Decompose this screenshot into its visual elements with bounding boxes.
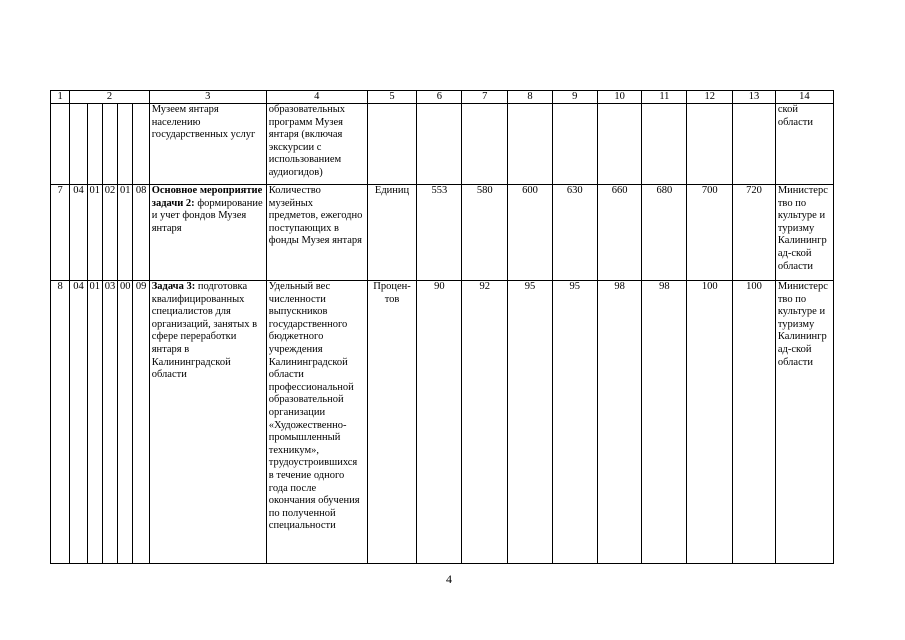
activity-name-rest: формирование и учет фондов Музея янтаря (151, 197, 263, 234)
code-cell (133, 104, 149, 185)
col-header-8: 8 (508, 91, 553, 104)
value-cell (733, 104, 776, 185)
row-number: 8 (51, 281, 70, 564)
col-header-5: 5 (367, 91, 417, 104)
activity-name: Музеем янтаря населению государственных услуг (149, 104, 266, 185)
activity-name-rest: подготовка квалифицированных специалистов для организаций, занятых в сфере переработки янтаря в Калининградской области (151, 281, 258, 381)
value-cell: 100 (687, 281, 733, 564)
code-cell: 01 (87, 185, 102, 281)
value-cell: 100 (733, 281, 776, 564)
activity-name (149, 281, 266, 564)
value-cell: 720 (733, 185, 776, 281)
col-header-4: 4 (266, 91, 367, 104)
table-row (51, 185, 834, 281)
responsible-cell: ской области (775, 104, 833, 185)
indicator-name: образовательных программ Музея янтаря (включая экскурсии с использованием аудиогидов) (266, 104, 367, 185)
col-header-11: 11 (642, 91, 687, 104)
value-cell: 90 (417, 281, 462, 564)
value-cell: 92 (462, 281, 508, 564)
code-cell (87, 104, 102, 185)
code-cell: 04 (70, 281, 87, 564)
value-cell: 680 (642, 185, 687, 281)
code-cell (102, 104, 117, 185)
code-cell (118, 104, 133, 185)
activity-name-bold: Основное мероприятие задачи 2: (151, 185, 263, 209)
value-cell: 700 (687, 185, 733, 281)
col-header-2: 2 (70, 91, 149, 104)
table-row (51, 281, 834, 564)
value-cell (417, 104, 462, 185)
value-cell: 98 (597, 281, 642, 564)
value-cell: 630 (552, 185, 597, 281)
row-number (51, 104, 70, 185)
indicator-name: Количество музейных предметов, ежегодно поступающих в фонды Музея янтаря (266, 185, 367, 281)
page-number: 4 (446, 572, 452, 586)
col-header-7: 7 (462, 91, 508, 104)
indicator-name: Удельный вес численности выпускников государственного бюджетного учреждения Калининградской области профессиональной образовательной организации «Художественно-промышленный техникум», трудоустроившихся в течение одного года после окончания обучения по полученной специальности (266, 281, 367, 564)
unit-cell (367, 104, 417, 185)
value-cell (687, 104, 733, 185)
table-row (51, 104, 834, 185)
value-cell: 98 (642, 281, 687, 564)
column-number-row (51, 91, 834, 104)
code-cell: 02 (102, 185, 117, 281)
code-cell: 03 (102, 281, 117, 564)
unit-cell: Единиц (367, 185, 417, 281)
activity-name-bold: Задача 3: (151, 281, 196, 292)
col-header-12: 12 (687, 91, 733, 104)
code-cell: 08 (133, 185, 149, 281)
value-cell (508, 104, 553, 185)
code-cell: 09 (133, 281, 149, 564)
value-cell: 660 (597, 185, 642, 281)
responsible-cell: Министерство по культуре и туризму Калининград-ской области (775, 185, 833, 281)
value-cell (642, 104, 687, 185)
code-cell: 01 (118, 185, 133, 281)
col-header-14: 14 (775, 91, 833, 104)
value-cell (462, 104, 508, 185)
value-cell (552, 104, 597, 185)
responsible-cell: Министерство по культуре и туризму Калининград-ской области (775, 281, 833, 564)
col-header-10: 10 (597, 91, 642, 104)
value-cell: 95 (508, 281, 553, 564)
col-header-6: 6 (417, 91, 462, 104)
value-cell: 95 (552, 281, 597, 564)
activity-name (149, 185, 266, 281)
row-number: 7 (51, 185, 70, 281)
code-cell: 01 (87, 281, 102, 564)
col-header-13: 13 (733, 91, 776, 104)
col-header-1: 1 (51, 91, 70, 104)
value-cell: 580 (462, 185, 508, 281)
value-cell (597, 104, 642, 185)
code-cell: 00 (118, 281, 133, 564)
code-cell: 04 (70, 185, 87, 281)
value-cell: 600 (508, 185, 553, 281)
value-cell: 553 (417, 185, 462, 281)
program-indicators-table (50, 90, 834, 564)
unit-cell: Процен-тов (367, 281, 417, 564)
col-header-3: 3 (149, 91, 266, 104)
col-header-9: 9 (552, 91, 597, 104)
code-cell (70, 104, 87, 185)
